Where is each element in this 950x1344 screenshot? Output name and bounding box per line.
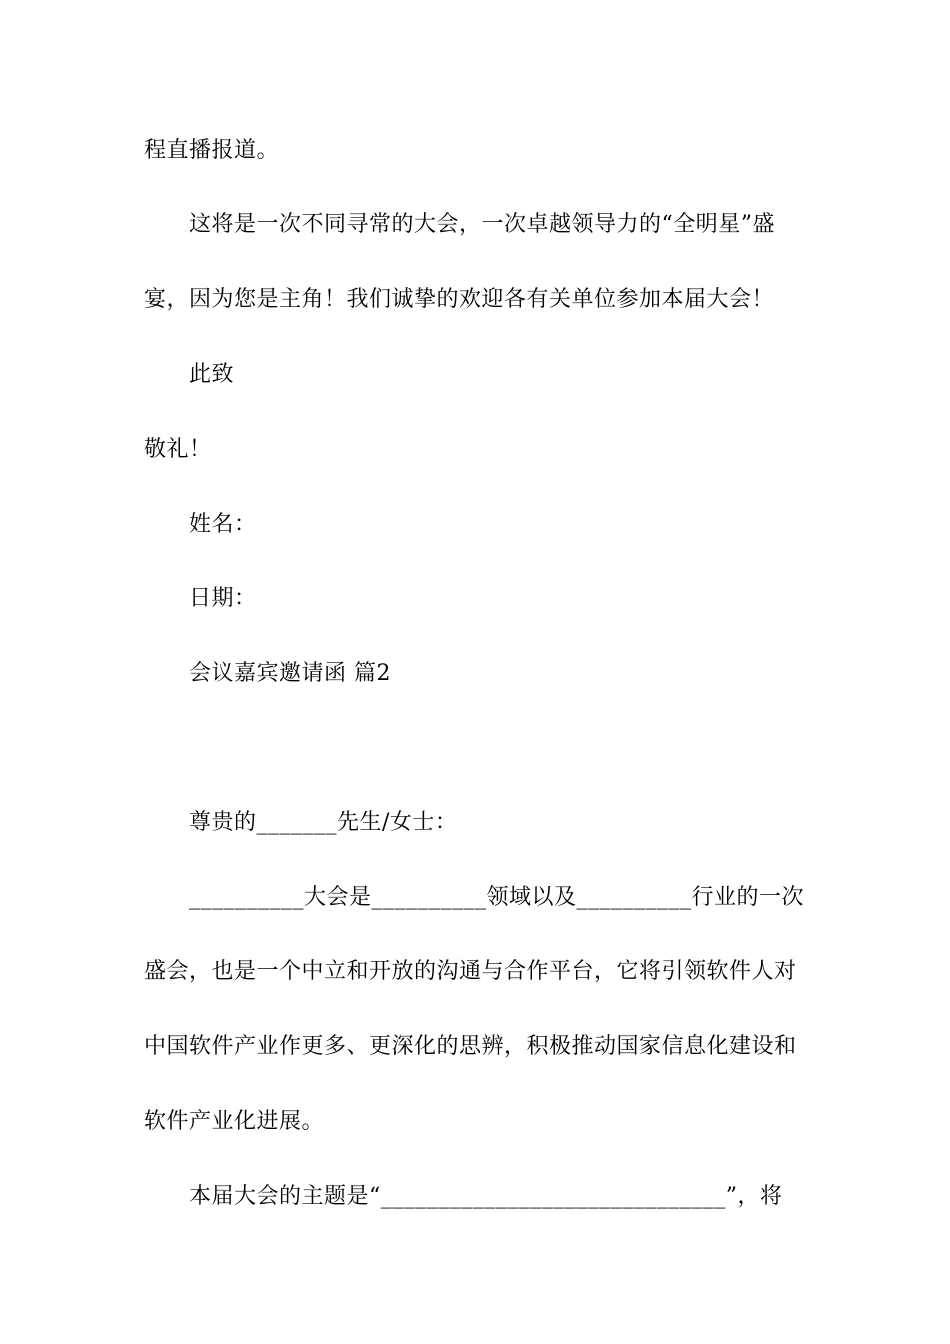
paragraph-line: 程直播报道。 bbox=[144, 138, 280, 163]
paragraph-line: 宴，因为您是主角！我们诚挚的欢迎各有关单位参加本届大会！ bbox=[144, 287, 775, 312]
paragraph-line: __________大会是__________领域以及__________行业的一次 bbox=[189, 885, 805, 910]
paragraph-line: 软件产业化进展。 bbox=[144, 1109, 325, 1134]
section-heading: 会议嘉宾邀请函 篇2 bbox=[189, 661, 391, 686]
date-label: 日期： bbox=[189, 586, 257, 611]
greeting-line: 尊贵的_______先生/女士： bbox=[189, 810, 458, 835]
paragraph-line: 这将是一次不同寻常的大会，一次卓越领导力的“全明星”盛 bbox=[189, 212, 775, 237]
paragraph-line: 本届大会的主题是“______________________________”，将 bbox=[189, 1184, 783, 1209]
paragraph-line: 盛会，也是一个中立和开放的沟通与合作平台，它将引领软件人对 bbox=[144, 959, 797, 984]
paragraph-line: 中国软件产业作更多、更深化的思辨，积极推动国家信息化建设和 bbox=[144, 1034, 797, 1059]
name-label: 姓名： bbox=[189, 512, 257, 537]
closing-salutation: 此致 bbox=[189, 362, 235, 387]
closing-regards: 敬礼！ bbox=[144, 437, 212, 462]
